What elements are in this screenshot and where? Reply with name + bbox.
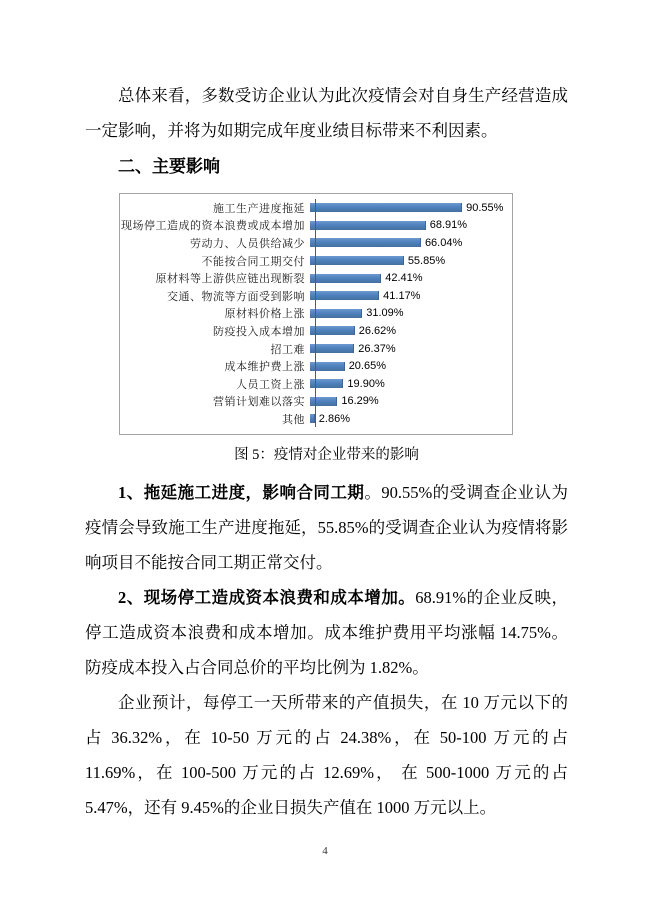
- chart-value-label: 16.29%: [341, 395, 379, 408]
- chart-bar-area: [310, 375, 512, 393]
- chart-bar: [310, 203, 462, 212]
- body-paragraphs: [85, 475, 568, 825]
- chart-category-label: 防疫投入成本增加: [213, 325, 305, 338]
- chart-row: [120, 287, 512, 305]
- chart-value-label: 90.55%: [466, 201, 504, 214]
- chart-row: [120, 217, 512, 235]
- chart-row: [120, 340, 512, 358]
- chart-value-label: 26.37%: [358, 342, 396, 355]
- chart-bar-area: [310, 199, 512, 217]
- chart-bar-area: [310, 252, 512, 270]
- chart-bar-area: [310, 357, 512, 375]
- paragraph-text: 企业预计，每停工一天所带来的产值损失，在 10 万元以下的占 36.32%，在 10-50 万元的占 24.38%，在 50-100 万元的占 11.69%，在 100-500 万元的占 12.69%， 在 500-1000 万元的占 5.47%，还有 9.45%的企业日损失产值在 1000 万元以上。: [85, 693, 568, 817]
- paragraph-2: [85, 580, 568, 685]
- chart-bar-area: [310, 410, 512, 428]
- page-content: [85, 78, 568, 825]
- chart-bar-area: [310, 393, 512, 411]
- chart-bar: [310, 256, 404, 265]
- paragraph-text: 68.91%的企业反映，停工造成资本浪费和成本增加。成本维护费用平均涨幅 14.75%。防疫成本投入占合同总价的平均比例为 1.82%。: [85, 588, 568, 677]
- chart-bar: [310, 326, 355, 335]
- chart-row: [120, 199, 512, 217]
- chart-bar-area: [310, 322, 512, 340]
- chart-category-label: 原材料等上游供应链出现断裂: [155, 273, 305, 286]
- chart-bar: [310, 274, 381, 283]
- chart-row: [120, 305, 512, 323]
- chart-value-label: 19.90%: [347, 377, 385, 390]
- chart-row: [120, 322, 512, 340]
- page-number: 4: [322, 845, 328, 857]
- chart-row: [120, 269, 512, 287]
- chart-value-label: 55.85%: [407, 254, 446, 267]
- chart-bar-area: [310, 305, 512, 323]
- chart-bar-area: [310, 287, 512, 305]
- paragraph-1: [85, 475, 568, 580]
- chart-bar-area: [310, 269, 512, 287]
- chart-value-label: 66.04%: [424, 236, 463, 249]
- chart-value-label: 68.91%: [429, 219, 468, 232]
- chart-bar: [310, 238, 421, 247]
- chart-bar-area: [310, 234, 512, 252]
- chart-rows: [120, 199, 512, 428]
- chart-category-label: 成本维护费上涨: [224, 361, 305, 374]
- chart-value-label: 41.17%: [383, 289, 421, 302]
- chart-category-label: 施工生产进度拖延: [213, 202, 305, 215]
- chart-value-label: 2.86%: [318, 412, 350, 425]
- chart-category-label: 原材料价格上涨: [224, 308, 305, 321]
- chart-row: [120, 410, 512, 428]
- chart-category-label: 其他: [282, 413, 305, 426]
- paragraph-3: [85, 685, 568, 825]
- impact-bar-chart: [119, 193, 513, 435]
- chart-category-label: 交通、物流等方面受到影响: [167, 290, 305, 303]
- section-heading: 二、主要影响: [118, 157, 220, 176]
- chart-bar: [310, 291, 379, 300]
- chart-row: [120, 234, 512, 252]
- chart-bar-area: [310, 340, 512, 358]
- paragraph-text: 。90.55%的受调查企业认为疫情会导致施工生产进度拖延，55.85%的受调查企业认为疫情将影响项目不能按合同工期正常交付。: [85, 483, 568, 572]
- chart-value-label: 31.09%: [366, 307, 404, 320]
- chart-value-label: 20.65%: [348, 360, 386, 373]
- chart-category-label: 人员工资上涨: [236, 378, 305, 391]
- chart-vertical-axis: [315, 199, 316, 427]
- chart-category-label: 招工难: [270, 343, 305, 356]
- chart-row: [120, 252, 512, 270]
- figure-caption: 图 5：疫情对企业带来的影响: [234, 447, 419, 463]
- chart-category-label: 不能按合同工期交付: [201, 255, 305, 268]
- chart-row: [120, 357, 512, 375]
- chart-category-label: 营销计划难以落实: [213, 396, 305, 409]
- chart-bar: [310, 344, 354, 353]
- paragraph-bold-lead: 2、现场停工造成资本浪费和成本增加。: [118, 588, 416, 607]
- chart-value-label: 42.41%: [385, 272, 423, 285]
- chart-row: [120, 375, 512, 393]
- chart-row: [120, 393, 512, 411]
- chart-bar: [310, 221, 426, 230]
- chart-value-label: 26.62%: [358, 324, 397, 337]
- chart-bar: [310, 309, 362, 318]
- paragraph-bold-lead: 1、拖延施工进度，影响合同工期: [118, 483, 365, 502]
- chart-category-label: 现场停工造成的资本浪费或成本增加: [121, 220, 305, 233]
- chart-category-label: 劳动力、人员供给减少: [190, 237, 305, 250]
- intro-paragraph: 总体来看，多数受访企业认为此次疫情会对自身生产经营造成一定影响，并将为如期完成年度业绩目标带来不利因素。: [85, 86, 568, 140]
- chart-bar-area: [310, 217, 512, 235]
